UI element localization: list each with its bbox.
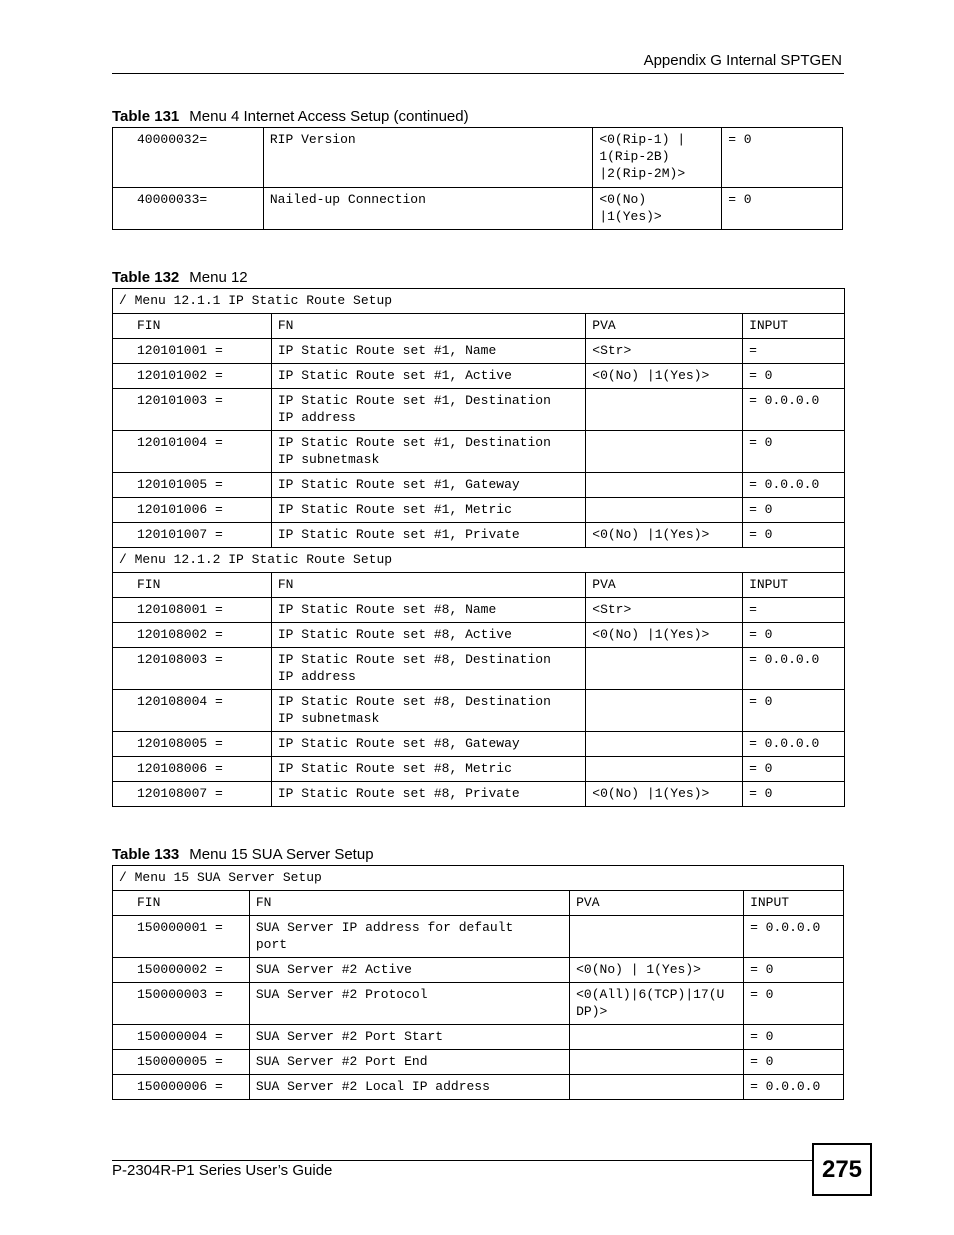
section-title-row [113, 548, 845, 573]
header-row [113, 891, 844, 916]
fn-cell: IP Static Route set #1, Name [271, 339, 585, 364]
column-header-input: INPUT [744, 891, 844, 916]
table-row [113, 732, 845, 757]
fn-cell: IP Static Route set #8, Destination IP subnetmask [271, 690, 585, 732]
table-132-body [113, 289, 845, 807]
section-title: / Menu 12.1.1 IP Static Route Setup [113, 289, 845, 314]
pva-cell [586, 690, 743, 732]
fn-cell: IP Static Route set #8, Active [271, 623, 585, 648]
table-row [113, 983, 844, 1025]
input-cell: = 0 [722, 128, 843, 188]
fin-cell: 40000032= [113, 128, 264, 188]
header-row [113, 573, 845, 598]
table-row [113, 782, 845, 807]
section-title: / Menu 15 SUA Server Setup [113, 866, 844, 891]
header-row [113, 314, 845, 339]
header-divider [112, 73, 844, 74]
input-cell: = [743, 598, 845, 623]
table-133-body [113, 866, 844, 1100]
section-title-row [113, 289, 845, 314]
table-131 [112, 127, 843, 230]
column-header-pva: PVA [586, 314, 743, 339]
table-row [113, 648, 845, 690]
page-number: 275 [812, 1143, 872, 1196]
table-row [113, 1025, 844, 1050]
pva-cell: <0(No) |1(Yes)> [586, 782, 743, 807]
column-header-input: INPUT [743, 314, 845, 339]
table-row [113, 523, 845, 548]
pva-cell: <0(Rip-1) | 1(Rip-2B) |2(Rip-2M)> [593, 128, 722, 188]
input-cell: = 0 [744, 1050, 844, 1075]
section-title-row [113, 866, 844, 891]
fin-cell: 120101004 = [113, 431, 272, 473]
fn-cell: IP Static Route set #8, Gateway [271, 732, 585, 757]
column-header-fin: FIN [113, 891, 250, 916]
pva-cell: <0(All)|6(TCP)|17(U DP)> [570, 983, 744, 1025]
table-row [113, 623, 845, 648]
input-cell: = 0.0.0.0 [744, 916, 844, 958]
table-row [113, 498, 845, 523]
pva-cell: <0(No) | 1(Yes)> [570, 958, 744, 983]
fin-cell: 150000005 = [113, 1050, 250, 1075]
pva-cell: <0(No) |1(Yes)> [586, 623, 743, 648]
table-132 [112, 288, 845, 807]
pva-cell: <0(No) |1(Yes)> [593, 188, 722, 230]
fn-cell: IP Static Route set #1, Destination IP subnetmask [271, 431, 585, 473]
fin-cell: 120108001 = [113, 598, 272, 623]
pva-cell [586, 648, 743, 690]
input-cell: = 0 [744, 1025, 844, 1050]
fn-cell: IP Static Route set #1, Private [271, 523, 585, 548]
pva-cell [586, 389, 743, 431]
fn-cell: SUA Server #2 Port End [249, 1050, 569, 1075]
column-header-fn: FN [271, 314, 585, 339]
fin-cell: 120101002 = [113, 364, 272, 389]
fin-cell: 120108004 = [113, 690, 272, 732]
fin-cell: 40000033= [113, 188, 264, 230]
pva-cell [570, 1025, 744, 1050]
column-header-input: INPUT [743, 573, 845, 598]
fn-cell: IP Static Route set #1, Active [271, 364, 585, 389]
pva-cell [586, 732, 743, 757]
table-132-caption [112, 269, 248, 286]
input-cell: = 0 [743, 498, 845, 523]
input-cell: = 0 [744, 958, 844, 983]
fin-cell: 120101007 = [113, 523, 272, 548]
table-row [113, 1050, 844, 1075]
table-131-body [113, 128, 843, 230]
fn-cell: SUA Server #2 Local IP address [249, 1075, 569, 1100]
fin-cell: 120101003 = [113, 389, 272, 431]
table-132-title: Menu 12 [189, 269, 248, 286]
table-131-caption [112, 108, 469, 125]
table-133 [112, 865, 844, 1100]
pva-cell [570, 1075, 744, 1100]
fn-cell: IP Static Route set #1, Metric [271, 498, 585, 523]
column-header-fn: FN [271, 573, 585, 598]
table-row [113, 389, 845, 431]
fin-cell: 150000006 = [113, 1075, 250, 1100]
running-header: Appendix G Internal SPTGEN [643, 52, 842, 69]
table-133-caption [112, 846, 374, 863]
fn-cell: IP Static Route set #8, Name [271, 598, 585, 623]
table-row [113, 958, 844, 983]
input-cell: = 0 [743, 364, 845, 389]
fin-cell: 120108003 = [113, 648, 272, 690]
fin-cell: 120108002 = [113, 623, 272, 648]
footer-guide-title: P-2304R-P1 Series User’s Guide [112, 1162, 333, 1179]
fin-cell: 150000001 = [113, 916, 250, 958]
fin-cell: 120101006 = [113, 498, 272, 523]
section-title: / Menu 12.1.2 IP Static Route Setup [113, 548, 845, 573]
table-133-title: Menu 15 SUA Server Setup [189, 846, 374, 863]
input-cell: = 0 [743, 523, 845, 548]
pva-cell [570, 1050, 744, 1075]
input-cell: = 0.0.0.0 [743, 732, 845, 757]
table-row [113, 339, 845, 364]
table-131-title: Menu 4 Internet Access Setup (continued) [189, 108, 469, 125]
fn-cell: RIP Version [263, 128, 592, 188]
pva-cell [586, 431, 743, 473]
input-cell: = 0 [743, 623, 845, 648]
fn-cell: IP Static Route set #1, Gateway [271, 473, 585, 498]
table-133-number: Table 133 [112, 846, 180, 863]
table-row [113, 1075, 844, 1100]
table-row [113, 128, 843, 188]
input-cell: = 0 [743, 782, 845, 807]
fn-cell: Nailed-up Connection [263, 188, 592, 230]
table-row [113, 431, 845, 473]
table-row [113, 598, 845, 623]
input-cell: = 0 [744, 983, 844, 1025]
fn-cell: SUA Server IP address for default port [249, 916, 569, 958]
table-row [113, 364, 845, 389]
pva-cell: <0(No) |1(Yes)> [586, 523, 743, 548]
table-row [113, 916, 844, 958]
input-cell: = 0.0.0.0 [744, 1075, 844, 1100]
fin-cell: 150000002 = [113, 958, 250, 983]
fn-cell: IP Static Route set #8, Metric [271, 757, 585, 782]
input-cell: = 0.0.0.0 [743, 648, 845, 690]
fin-cell: 120101001 = [113, 339, 272, 364]
input-cell: = 0 [743, 757, 845, 782]
column-header-fn: FN [249, 891, 569, 916]
input-cell: = 0 [743, 690, 845, 732]
table-row [113, 757, 845, 782]
table-132-number: Table 132 [112, 269, 180, 286]
pva-cell [586, 498, 743, 523]
table-row [113, 188, 843, 230]
column-header-fin: FIN [113, 573, 272, 598]
fin-cell: 150000003 = [113, 983, 250, 1025]
column-header-fin: FIN [113, 314, 272, 339]
fin-cell: 120108005 = [113, 732, 272, 757]
fin-cell: 120108006 = [113, 757, 272, 782]
table-131-number: Table 131 [112, 108, 180, 125]
fin-cell: 120101005 = [113, 473, 272, 498]
input-cell: = 0.0.0.0 [743, 473, 845, 498]
pva-cell [586, 473, 743, 498]
fn-cell: IP Static Route set #8, Destination IP address [271, 648, 585, 690]
fn-cell: SUA Server #2 Active [249, 958, 569, 983]
fn-cell: IP Static Route set #1, Destination IP address [271, 389, 585, 431]
fn-cell: IP Static Route set #8, Private [271, 782, 585, 807]
input-cell: = 0 [722, 188, 843, 230]
pva-cell: <Str> [586, 339, 743, 364]
input-cell: = [743, 339, 845, 364]
footer-divider [112, 1160, 812, 1161]
fin-cell: 120108007 = [113, 782, 272, 807]
input-cell: = 0 [743, 431, 845, 473]
fn-cell: SUA Server #2 Port Start [249, 1025, 569, 1050]
column-header-pva: PVA [570, 891, 744, 916]
table-row [113, 473, 845, 498]
pva-cell: <0(No) |1(Yes)> [586, 364, 743, 389]
table-row [113, 690, 845, 732]
pva-cell: <Str> [586, 598, 743, 623]
pva-cell [570, 916, 744, 958]
fn-cell: SUA Server #2 Protocol [249, 983, 569, 1025]
column-header-pva: PVA [586, 573, 743, 598]
input-cell: = 0.0.0.0 [743, 389, 845, 431]
pva-cell [586, 757, 743, 782]
fin-cell: 150000004 = [113, 1025, 250, 1050]
